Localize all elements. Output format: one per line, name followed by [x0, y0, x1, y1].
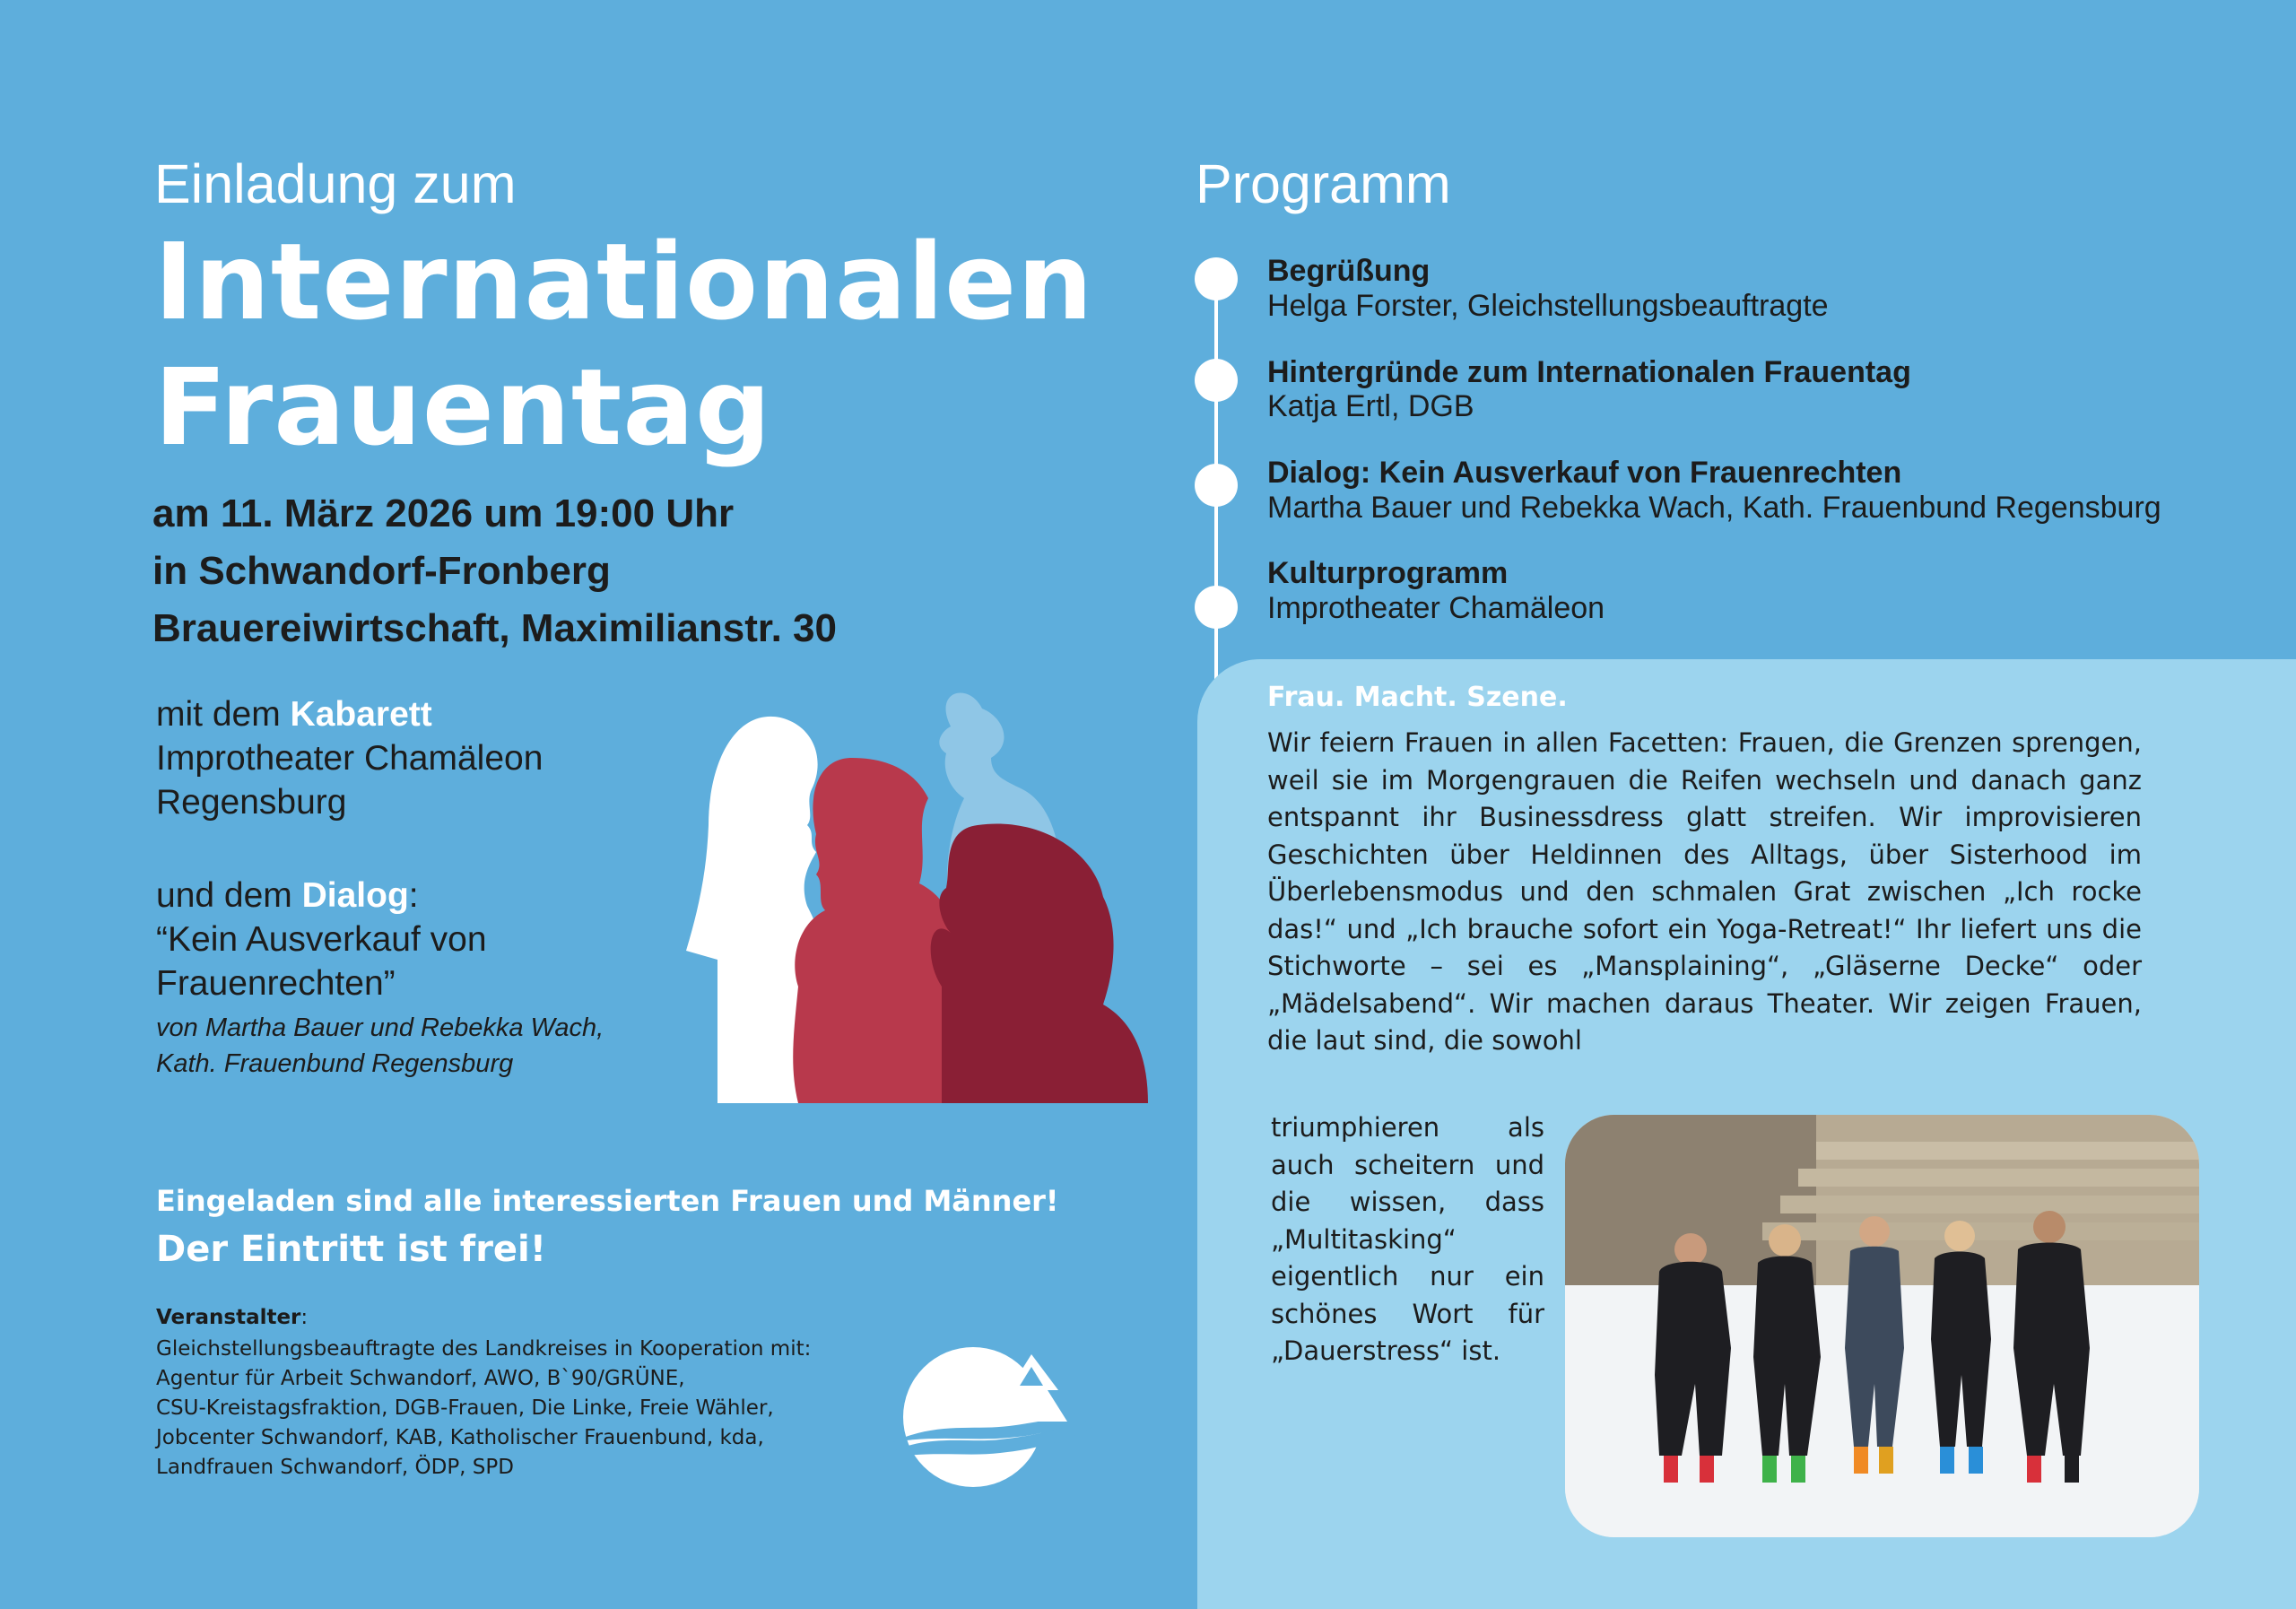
event-date: am 11. März 2026 um 19:00 Uhr: [152, 491, 735, 535]
programm-item-sub: Improtheater Chamäleon: [1267, 591, 1605, 625]
timeline-dot: [1195, 257, 1238, 300]
dialog-line2: “Kein Ausverkauf von: [156, 920, 487, 959]
organizer-label-text: Veranstalter: [156, 1306, 301, 1329]
theater-group-photo: [1565, 1115, 2199, 1537]
event-place: in Schwandorf-Fronberg: [152, 549, 611, 593]
timeline-dot: [1195, 586, 1238, 629]
organizer-line: Jobcenter Schwandorf, KAB, Katholischer Frauenbund, kda,: [156, 1426, 764, 1449]
szene-text-continued: triumphieren als auch scheitern und die wissen, dass „Multitasking“ eigentlich nur ein schönes Wort für „Dauerstress“ ist.: [1271, 1112, 1544, 1366]
kabarett-line3: Regensburg: [156, 783, 347, 822]
dialog-suffix: :: [408, 876, 419, 915]
dialog-byline2: Kath. Frauenbund Regensburg: [156, 1049, 514, 1078]
timeline-dot: [1195, 359, 1238, 402]
dialog-line3: Frauenrechten”: [156, 964, 396, 1003]
kabarett-highlight: Kabarett: [290, 695, 432, 734]
organizer-label-colon: :: [300, 1306, 309, 1329]
organizer-line: Gleichstellungsbeauftragte des Landkreises in Kooperation mit:: [156, 1337, 812, 1361]
silhouette-dark: [931, 823, 1148, 1103]
kabarett-block: [156, 692, 543, 824]
programm-title: Programm: [1196, 153, 1451, 214]
programm-item-title: Kulturprogramm: [1267, 556, 1509, 590]
programm-item-title: Begrüßung: [1267, 254, 1431, 288]
kabarett-prefix: mit dem: [156, 695, 291, 734]
event-venue: Brauereiwirtschaft, Maximilianstr. 30: [152, 606, 837, 650]
programm-item-sub: Martha Bauer und Rebekka Wach, Kath. Frauenbund Regensburg: [1267, 491, 2161, 525]
programm-item-sub: Katja Ertl, DGB: [1267, 389, 1474, 423]
invite-line: Eingeladen sind alle interessierten Frauen und Männer!: [156, 1184, 1059, 1218]
kabarett-line2: Improtheater Chamäleon: [156, 739, 544, 778]
organizer-line: Agentur für Arbeit Schwandorf, AWO, B`90/GRÜNE,: [156, 1367, 685, 1390]
organizer-line: Landfrauen Schwandorf, ÖDP, SPD: [156, 1456, 514, 1479]
timeline-dot: [1195, 464, 1238, 507]
women-silhouettes-illustration: [682, 691, 1148, 1103]
dialog-byline1: von Martha Bauer und Rebekka Wach,: [156, 1013, 604, 1042]
dialog-highlight: Dialog: [301, 876, 409, 915]
szene-title: Frau. Macht. Szene.: [1267, 682, 1568, 713]
organizer-label: [156, 1306, 308, 1329]
programm-item-title: Dialog: Kein Ausverkauf von Frauenrechten: [1267, 456, 1902, 490]
free-entry: Der Eintritt ist frei!: [156, 1229, 546, 1270]
intro-text: Einladung zum: [154, 153, 517, 214]
programm-item-title: Hintergründe zum Internationalen Frauentag: [1267, 355, 1911, 389]
main-title-line2: Frauentag: [154, 345, 772, 469]
main-title-line1: Internationalen: [154, 220, 1094, 344]
organizer-line: CSU-Kreistagsfraktion, DGB-Frauen, Die Linke, Freie Wähler,: [156, 1396, 774, 1420]
dialog-prefix: und dem: [156, 876, 302, 915]
landkreis-logo: [865, 1336, 1126, 1493]
szene-text: Wir feiern Frauen in allen Facetten: Frauen, die Grenzen sprengen, weil sie im Morgengrauen die Reifen wechseln und danach ganz entspannt ihr Businessdress glatt streifen. Wir improvisieren Geschichten über Heldinnen des Alltags, über Sisterhood im Überlebensmodus und den schmalen Grat zwischen „Ich rocke das!“ und „Ich brauche sofort ein Yoga-Retreat!“ Ihr liefert uns die Stichworte – sei es „Mansplaining“, „Gläserne Decke“ oder „Mädelsabend“. Wir machen daraus Theater. Wir zeigen Frauen, die laut sind, die sowohl: [1267, 727, 2142, 1056]
programm-item-sub: Helga Forster, Gleichstellungsbeauftragte: [1267, 289, 1829, 323]
dialog-block: [156, 874, 487, 1005]
